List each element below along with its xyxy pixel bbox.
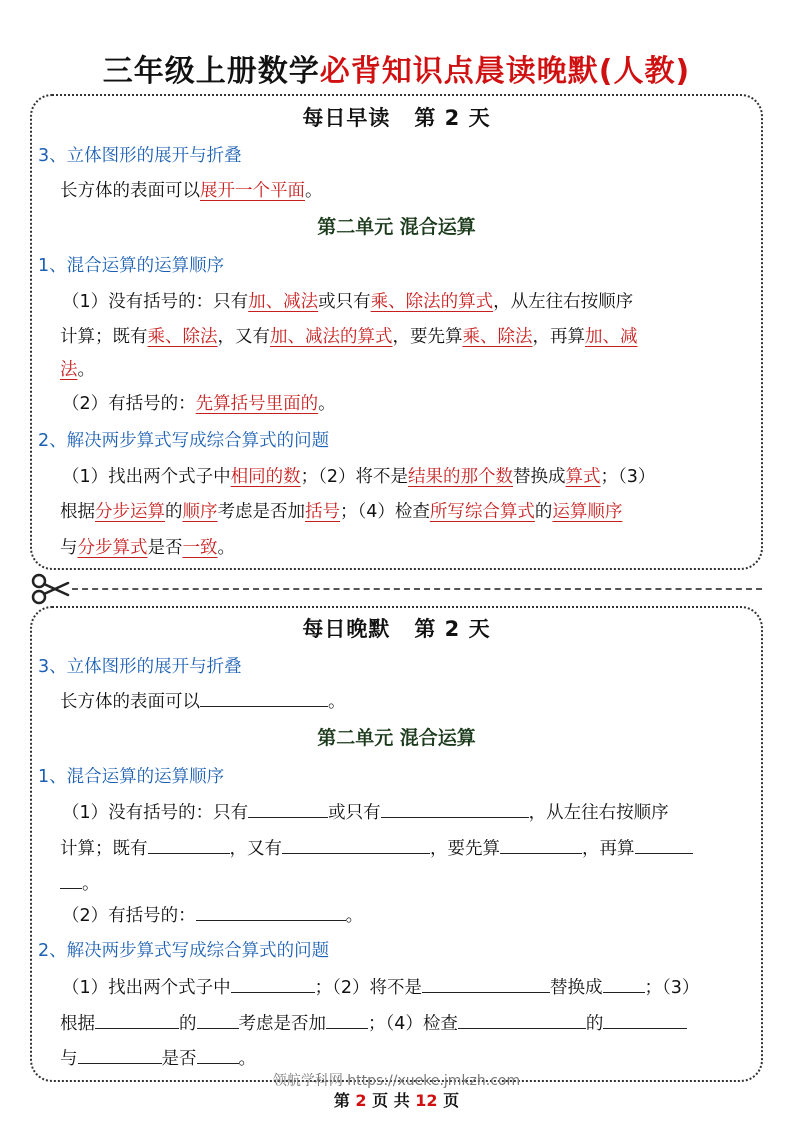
- evening-s2-title: 2、解决两步算式写成综合算式的问题: [38, 941, 330, 961]
- text-segment: 。: [328, 692, 346, 712]
- evening-sec3-line1: [60, 688, 346, 713]
- fill-blank[interactable]: [635, 835, 693, 854]
- page-number: 2: [355, 1091, 367, 1110]
- evening-s1-line1: [62, 799, 669, 824]
- text-segment: 计算；既有: [60, 327, 148, 347]
- fill-blank[interactable]: [60, 870, 82, 889]
- keyword: 分步运算: [95, 502, 165, 522]
- text-segment: ，要先算: [430, 839, 500, 859]
- text-segment: ；（2）将不是: [300, 467, 409, 487]
- text-segment: 替换成: [550, 978, 603, 998]
- fill-blank[interactable]: [248, 799, 328, 818]
- text-segment: 替换成: [513, 467, 566, 487]
- fill-blank[interactable]: [196, 902, 346, 921]
- evening-heading-day: 第 2 天: [414, 617, 491, 641]
- text-segment: ；（4）检查: [368, 1014, 458, 1034]
- evening-s1-line2: [60, 835, 693, 860]
- text-segment: 或只有: [328, 803, 381, 823]
- text-segment: （1）没有括号的：只有: [62, 292, 249, 312]
- text-segment: 。: [77, 360, 95, 380]
- title-part-black: 三年级上册数学: [102, 54, 320, 89]
- evening-recall-box: [30, 606, 763, 1082]
- text-segment: 。: [217, 538, 235, 558]
- keyword: 顺序: [182, 502, 218, 522]
- evening-s1-line3: [60, 870, 100, 895]
- text-segment: ，又有: [229, 839, 282, 859]
- text-segment: 。: [82, 874, 100, 894]
- evening-s2-line3: [60, 1045, 256, 1070]
- keyword: 结果的那个数: [408, 467, 514, 487]
- morning-s2-line3: [60, 534, 235, 559]
- keyword: 先算括号里面的: [195, 394, 319, 414]
- keyword: 展开一个平面: [200, 181, 305, 201]
- keyword: 算式: [565, 467, 601, 487]
- text-segment: （1）找出两个式子中: [62, 978, 231, 998]
- text-segment: ，又有: [217, 327, 270, 347]
- morning-s1-line1: [62, 288, 633, 313]
- fill-blank[interactable]: [95, 1010, 179, 1029]
- evening-heading: [32, 613, 761, 643]
- keyword: 法: [60, 360, 78, 380]
- evening-s2-line1: [62, 974, 699, 999]
- text-segment: 或只有: [318, 292, 371, 312]
- keyword: 加、减法: [248, 292, 319, 312]
- morning-s1-line2: [60, 323, 638, 348]
- text-segment: 的: [585, 1014, 604, 1034]
- evening-sec3-title: 3、立体图形的展开与折叠: [38, 657, 242, 677]
- fill-blank[interactable]: [148, 835, 230, 854]
- keyword: 相同的数: [230, 467, 301, 487]
- fill-blank[interactable]: [458, 1010, 586, 1029]
- page-footer: [0, 1088, 793, 1111]
- footer-middle: 页 共: [372, 1091, 410, 1110]
- morning-heading: [32, 102, 761, 132]
- footer-suffix: 页: [443, 1091, 460, 1110]
- text-segment: ，从左往右按顺序: [528, 803, 669, 823]
- morning-s1-line4: [62, 390, 336, 415]
- morning-s2-title: 2、解决两步算式写成综合算式的问题: [38, 431, 330, 451]
- keyword: 分步算式: [77, 538, 148, 558]
- text-segment: 与: [60, 538, 78, 558]
- text-segment: 与: [60, 1049, 78, 1069]
- fill-blank[interactable]: [200, 688, 328, 707]
- text-segment: 根据: [60, 502, 95, 522]
- morning-reading-box: [30, 94, 763, 570]
- morning-s1-line3: [60, 356, 95, 381]
- text-segment: ，再算: [582, 839, 635, 859]
- keyword: 乘、除法: [462, 327, 533, 347]
- keyword: 加、减: [585, 327, 638, 347]
- text-segment: ；（3）: [600, 467, 656, 487]
- morning-heading-day: 第 2 天: [414, 106, 491, 130]
- morning-s1-title: 1、混合运算的运算顺序: [38, 256, 225, 276]
- fill-blank[interactable]: [603, 1010, 687, 1029]
- total-pages: 12: [415, 1091, 438, 1110]
- text-segment: 。: [345, 906, 364, 926]
- keyword: 乘、除法的算式: [370, 292, 494, 312]
- text-segment: 。: [305, 181, 323, 201]
- keyword: 乘、除法: [147, 327, 218, 347]
- text-segment: ，再算: [532, 327, 585, 347]
- text-segment: 是否: [147, 538, 183, 558]
- footer-prefix: 第: [333, 1091, 350, 1110]
- text-segment: 考虑是否加: [238, 1014, 326, 1034]
- evening-s1-title: 1、混合运算的运算顺序: [38, 767, 225, 787]
- text-segment: 计算；既有: [60, 839, 148, 859]
- text-segment: 长方体的表面可以: [60, 692, 200, 712]
- text-segment: （2）有括号的：: [62, 906, 196, 926]
- scissors-icon: [30, 573, 70, 605]
- fill-blank[interactable]: [197, 1045, 239, 1064]
- fill-blank[interactable]: [500, 835, 582, 854]
- page-title: [0, 46, 793, 90]
- morning-sec3-title: 3、立体图形的展开与折叠: [38, 146, 242, 166]
- evening-s2-line2: [60, 1010, 687, 1035]
- text-segment: 。: [318, 394, 336, 414]
- text-segment: （1）没有括号的：只有: [62, 803, 249, 823]
- keyword: 加、减法的算式: [270, 327, 393, 347]
- title-part-red: 必背知识点晨读晚默(人教): [319, 54, 691, 89]
- morning-sec3-line1: [60, 177, 323, 202]
- evening-unit-title: 第二单元 混合运算: [317, 727, 476, 749]
- text-segment: 的: [165, 502, 183, 522]
- text-segment: 考虑是否加: [217, 502, 305, 522]
- text-segment: 。: [238, 1049, 256, 1069]
- text-segment: ；（3）: [644, 978, 700, 998]
- text-segment: ；（2）将不是: [314, 978, 423, 998]
- text-segment: 长方体的表面可以: [60, 181, 200, 201]
- watermark: 领航学科网 https://xueke.jmkzh.com: [272, 1073, 521, 1089]
- text-segment: 的: [534, 502, 553, 522]
- text-segment: 的: [179, 1014, 197, 1034]
- cut-line: [72, 588, 762, 590]
- fill-blank[interactable]: [326, 1010, 368, 1029]
- text-segment: ；（4）检查: [340, 502, 430, 522]
- text-segment: （2）有括号的：: [62, 394, 196, 414]
- keyword: 括号: [305, 502, 340, 522]
- text-segment: 根据: [60, 1014, 95, 1034]
- keyword: 一致: [182, 538, 218, 558]
- morning-unit-title: 第二单元 混合运算: [317, 216, 476, 238]
- text-segment: 是否: [161, 1049, 197, 1069]
- fill-blank[interactable]: [381, 799, 529, 818]
- fill-blank[interactable]: [231, 974, 315, 993]
- evening-heading-label: 每日晚默: [302, 617, 391, 641]
- text-segment: ，要先算: [392, 327, 463, 347]
- keyword: 所写综合算式: [429, 502, 535, 522]
- text-segment: （1）找出两个式子中: [62, 467, 231, 487]
- fill-blank[interactable]: [422, 974, 550, 993]
- keyword: 运算顺序: [552, 502, 623, 522]
- morning-s2-line2: [60, 498, 622, 523]
- fill-blank[interactable]: [282, 835, 430, 854]
- evening-s1-line4: [62, 902, 363, 927]
- fill-blank[interactable]: [603, 974, 645, 993]
- fill-blank[interactable]: [78, 1045, 162, 1064]
- morning-s2-line1: [62, 463, 655, 488]
- text-segment: ，从左往右按顺序: [493, 292, 634, 312]
- fill-blank[interactable]: [197, 1010, 239, 1029]
- morning-heading-label: 每日早读: [302, 106, 391, 130]
